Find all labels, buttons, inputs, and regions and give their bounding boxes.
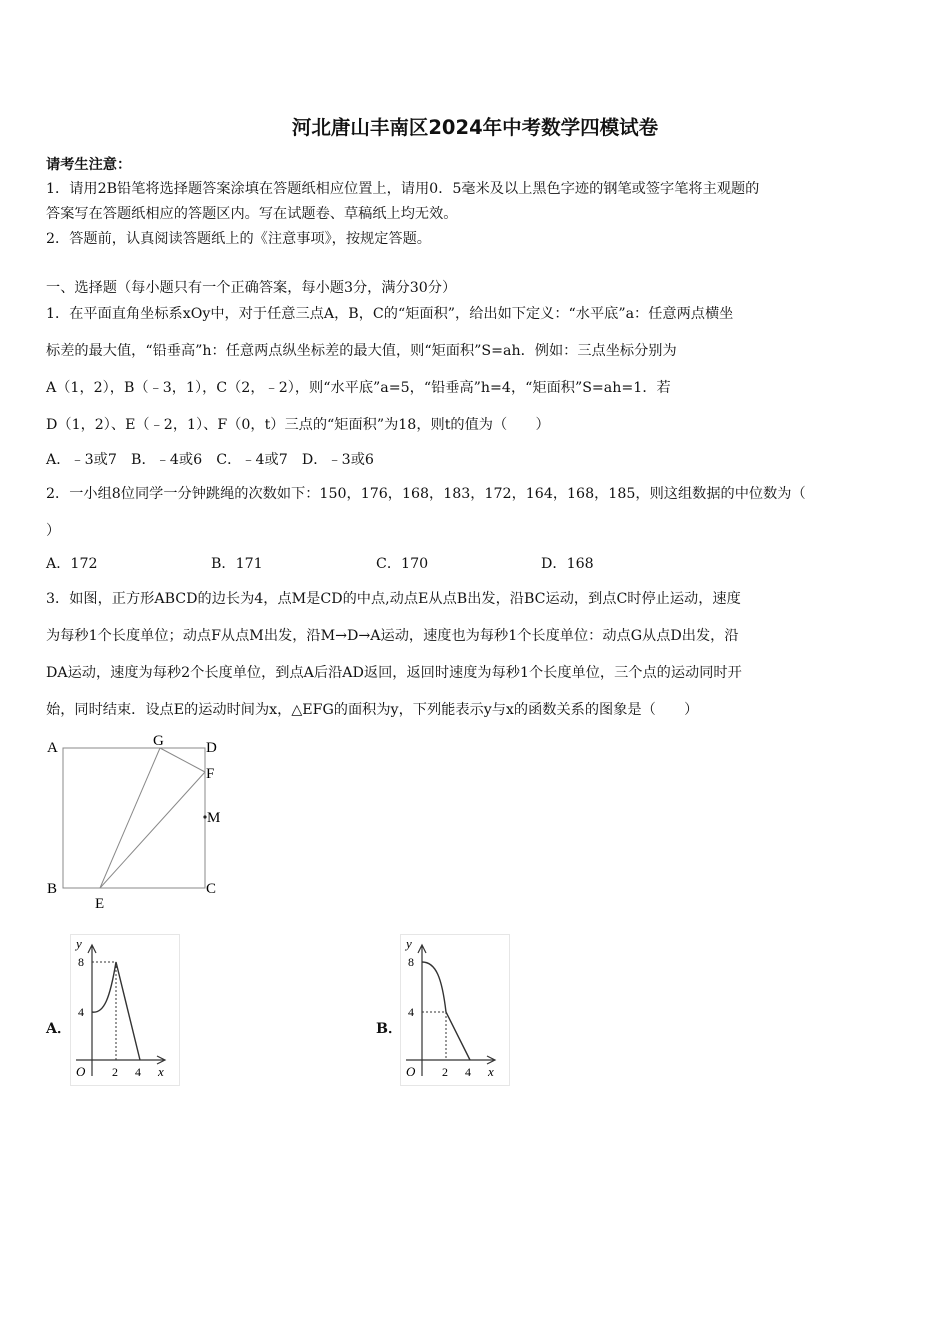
q2-option-c: C．170 — [376, 556, 429, 572]
label-e: E — [95, 896, 105, 912]
section-heading: 一、选择题（每小题只有一个正确答案，每小题3分，满分30分） — [46, 280, 457, 296]
graph-a-y-label: y — [76, 936, 82, 951]
square-abcd — [63, 748, 205, 888]
label-m: M — [207, 810, 221, 826]
notice-heading: 请考生注意： — [46, 157, 132, 173]
q2-line-1: 2．一小组8位同学一分钟跳绳的次数如下：150，176，168，183，172，164，168，185，则这组数据的中位数为（ — [46, 486, 806, 502]
notice-item-2: 2．答题前，认真阅读答题纸上的《注意事项》，按规定答题。 — [46, 231, 431, 247]
notice-item-1-line-2: 答案写在答题纸相应的答题区内。写在试题卷、草稿纸上均无效。 — [46, 206, 458, 222]
q3-line-1: 3．如图，正方形ABCD的边长为4，点M是CD的中点,动点E从点B出发，沿BC运动，到点C时停止运动，速度 — [46, 591, 741, 607]
graph-b-y-label: y — [406, 936, 412, 951]
q1-line-4: D（1，2）、E（﹣2，1）、F（0，t）三点的“矩面积”为18，则t的值为（ ） — [46, 417, 550, 433]
q1-line-2: 标差的最大值，“铅垂高”h：任意两点纵坐标差的最大值，则“矩面积”S=ah．例如：三点坐标分别为 — [46, 343, 677, 359]
q2-line-2: ） — [46, 523, 61, 539]
label-d: D — [206, 740, 217, 756]
graph-a — [70, 934, 180, 1086]
q2-option-b: B．171 — [211, 556, 263, 572]
segment-eg — [100, 748, 160, 888]
q3-option-a-label: A． — [46, 1021, 72, 1037]
graph-a-frame — [71, 935, 180, 1086]
label-c: C — [206, 881, 217, 897]
graph-a-tick-8: 8 — [78, 955, 84, 969]
q1-line-1: 1．在平面直角坐标系xOy中，对于任意三点A，B，C的“矩面积”，给出如下定义：“水平底”a：任意两点横坐 — [46, 306, 734, 322]
label-a: A — [47, 740, 58, 756]
graph-a-x-label: x — [158, 1064, 164, 1079]
graph-b-tick-x4: 4 — [465, 1065, 471, 1079]
notice-item-1-line-1: 1．请用2B铅笔将选择题答案涂填在答题纸相应位置上，请用0．5毫米及以上黑色字迹的钢笔或签字笔将主观题的 — [46, 181, 760, 197]
graph-a-tick-4: 4 — [78, 1005, 84, 1019]
q1-line-3: A（1，2），B（﹣3，1），C（2，﹣2），则“水平底”a=5，“铅垂高”h=4，“矩面积”S=ah=1．若 — [46, 380, 671, 396]
graph-b-tick-8: 8 — [408, 955, 414, 969]
graph-a-tick-x2: 2 — [112, 1065, 118, 1079]
q3-option-b-label: B． — [376, 1021, 403, 1037]
graph-b-frame — [401, 935, 510, 1086]
square-figure — [40, 728, 240, 914]
q1-options: A．﹣3或7 B．﹣4或6 C．﹣4或7 D．﹣3或6 — [46, 452, 374, 468]
q2-option-d: D．168 — [541, 556, 594, 572]
graph-b-x-label: x — [488, 1064, 494, 1079]
segment-gf — [160, 748, 205, 772]
page-title: 河北唐山丰南区2024年中考数学四模试卷 — [291, 116, 659, 139]
q3-line-2: 为每秒1个长度单位；动点F从点M出发，沿M→D→A运动，速度也为每秒1个长度单位：动点G从点D出发，沿 — [46, 628, 739, 644]
q3-line-3: DA运动，速度为每秒2个长度单位，到点A后沿AD返回，返回时速度为每秒1个长度单位，三个点的运动同时开 — [46, 665, 742, 681]
segment-ef — [100, 772, 205, 888]
graph-b — [400, 934, 510, 1086]
label-f: F — [206, 766, 215, 782]
graph-a-tick-x4: 4 — [135, 1065, 141, 1079]
graph-b-tick-x2: 2 — [442, 1065, 448, 1079]
label-b: B — [47, 881, 58, 897]
q2-option-a: A．172 — [46, 556, 98, 572]
label-g: G — [153, 733, 164, 749]
graph-b-tick-4: 4 — [408, 1005, 414, 1019]
graph-a-origin: O — [76, 1064, 86, 1079]
graph-b-origin: O — [406, 1064, 416, 1079]
q3-line-4: 始，同时结束．设点E的运动时间为x，△EFG的面积为y，下列能表示y与x的函数关系的图象是（ ） — [46, 702, 699, 718]
